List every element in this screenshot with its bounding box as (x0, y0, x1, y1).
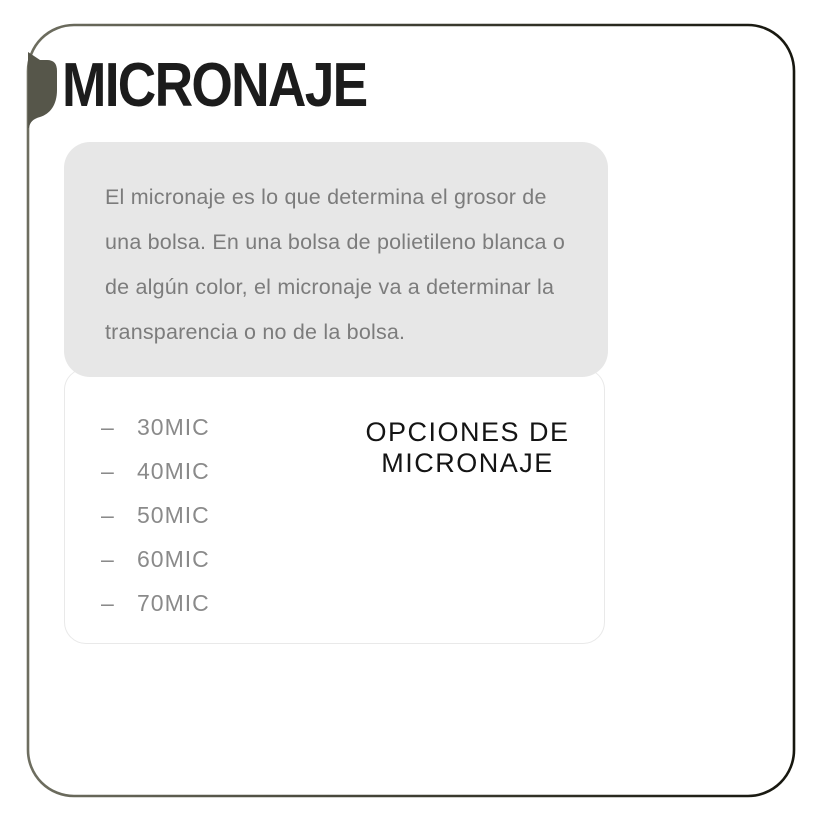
bookmark-tab-icon (28, 52, 57, 128)
list-item (101, 591, 210, 615)
list-item (101, 459, 210, 483)
list-item-label: 40MIC (137, 457, 210, 484)
list-item-label: 50MIC (137, 501, 210, 528)
dash-bullet: – (101, 545, 115, 572)
page-title: MICRONAJE (62, 51, 367, 120)
list-item-label: 70MIC (137, 589, 210, 616)
list-item (101, 415, 210, 439)
options-heading-line: OPCIONES DE (365, 417, 570, 447)
list-item (101, 547, 210, 571)
description-text (105, 175, 565, 355)
list-item (101, 503, 210, 527)
options-card (64, 368, 605, 644)
options-heading-line: MICRONAJE (381, 448, 554, 478)
dash-bullet: – (101, 501, 115, 528)
description-card (64, 142, 608, 377)
description-line: El micronaje es lo que determina el grosor de (105, 185, 547, 209)
description-line: transparencia o no de la bolsa. (105, 320, 406, 344)
dash-bullet: – (101, 413, 115, 440)
list-item-label: 30MIC (137, 413, 210, 440)
description-line: de algún color, el micronaje va a determinar la (105, 275, 555, 299)
dash-bullet: – (101, 589, 115, 616)
micronaje-options-list (101, 415, 210, 635)
list-item-label: 60MIC (137, 545, 210, 572)
dash-bullet: – (101, 457, 115, 484)
options-heading (335, 417, 600, 479)
description-line: una bolsa. En una bolsa de polietileno blanca o (105, 230, 566, 254)
